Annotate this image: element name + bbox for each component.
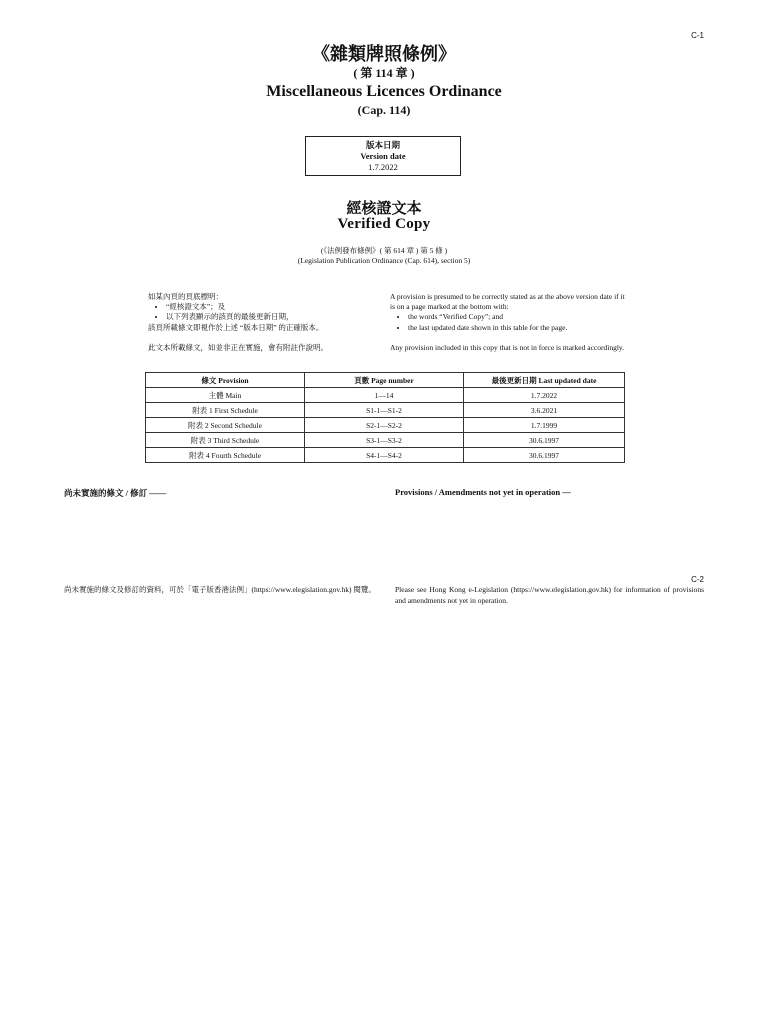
table-row <box>146 418 625 433</box>
publication-reference-english: (Legislation Publication Ordinance (Cap. 614), section 5) <box>297 256 471 265</box>
table-cell: S3-1—S3-2 <box>305 433 464 448</box>
chapter-english: (Cap. 114) <box>357 103 411 117</box>
page-number-second: C-2 <box>691 575 704 584</box>
footer-note-chinese: 尚未實施的條文及修訂的資料，可於「電子版香港法例」(https://www.elegislation.gov.hk) 閱覽。 <box>64 585 376 594</box>
note-bullet-list <box>148 302 368 322</box>
table-cell: 3.6.2021 <box>464 403 625 418</box>
table-cell: 1.7.1999 <box>464 418 625 433</box>
table-row <box>146 448 625 463</box>
table-cell: 附表 3 Third Schedule <box>146 433 305 448</box>
column-header-page-number: 頁數 Page number <box>305 373 464 388</box>
version-date: 1.7.2022 <box>368 162 398 172</box>
note-bullet: • “經核證文本”；及 <box>166 302 368 312</box>
table-row <box>146 388 625 403</box>
publication-reference-chinese: (《法例發布條例》( 第 614 章 ) 第 5 條 ) <box>320 246 448 255</box>
explanatory-note-english <box>390 292 630 353</box>
note-bullet: • the last updated date shown in this table for the page. <box>408 323 630 333</box>
version-label-english: Version date <box>360 151 406 161</box>
pending-heading-chinese: 尚未實施的條文 / 修訂 —— <box>64 488 167 498</box>
column-header-last-updated: 最後更新日期 Last updated date <box>464 373 625 388</box>
note-bullet-list <box>390 312 630 332</box>
table-cell: 附表 1 First Schedule <box>146 403 305 418</box>
note-not-in-force: 此文本所載條文，如並非正在實施，會有附註作說明。 <box>148 342 328 352</box>
table-cell: 30.6.1997 <box>464 433 625 448</box>
table-cell: 附表 4 Fourth Schedule <box>146 448 305 463</box>
note-intro: 如某內頁的頁底標明： <box>148 292 223 301</box>
note-intro: A provision is presumed to be correctly stated as at the above version date if it is on a page marked at the bottom with: <box>390 292 625 312</box>
pending-heading-english: Provisions / Amendments not yet in operation — <box>395 487 571 497</box>
explanatory-note-chinese <box>148 292 368 353</box>
column-header-provision: 條文 Provision <box>146 373 305 388</box>
table-row <box>146 403 625 418</box>
table-row <box>146 433 625 448</box>
table-cell: 1—14 <box>305 388 464 403</box>
table-cell: S1-1—S1-2 <box>305 403 464 418</box>
table-cell: 附表 2 Second Schedule <box>146 418 305 433</box>
note-not-in-force: Any provision included in this copy that is not in force is marked accordingly. <box>390 342 625 352</box>
table-cell: S2-1—S2-2 <box>305 418 464 433</box>
version-date-box <box>305 136 461 176</box>
note-bullet: • 以下列表顯示的該頁的最後更新日期， <box>166 312 368 322</box>
table-cell: 30.6.1997 <box>464 448 625 463</box>
verified-copy-english: Verified Copy <box>337 216 431 232</box>
title-chinese: 《雜類牌照條例》 <box>312 44 456 64</box>
version-label-chinese: 版本日期 <box>365 140 400 150</box>
table-header-row <box>146 373 625 388</box>
verified-copy-chinese: 經核證文本 <box>346 201 422 217</box>
last-updated-table <box>145 372 625 463</box>
page-number-top: C-1 <box>691 31 704 40</box>
note-bullet: • the words “Verified Copy”; and <box>408 312 630 322</box>
chapter-chinese: ( 第 114 章 ) <box>353 66 415 80</box>
table-cell: 1.7.2022 <box>464 388 625 403</box>
table-cell: S4-1—S4-2 <box>305 448 464 463</box>
title-english: Miscellaneous Licences Ordinance <box>266 83 502 100</box>
footer-note-english: Please see Hong Kong e-Legislation (https://www.elegislation.gov.hk) for information of provisions and amendments not yet in operation. <box>395 585 704 605</box>
note-outro: 該頁所載條文即視作於上述 “版本日期” 的正確版本。 <box>148 322 324 332</box>
table-cell: 主體 Main <box>146 388 305 403</box>
